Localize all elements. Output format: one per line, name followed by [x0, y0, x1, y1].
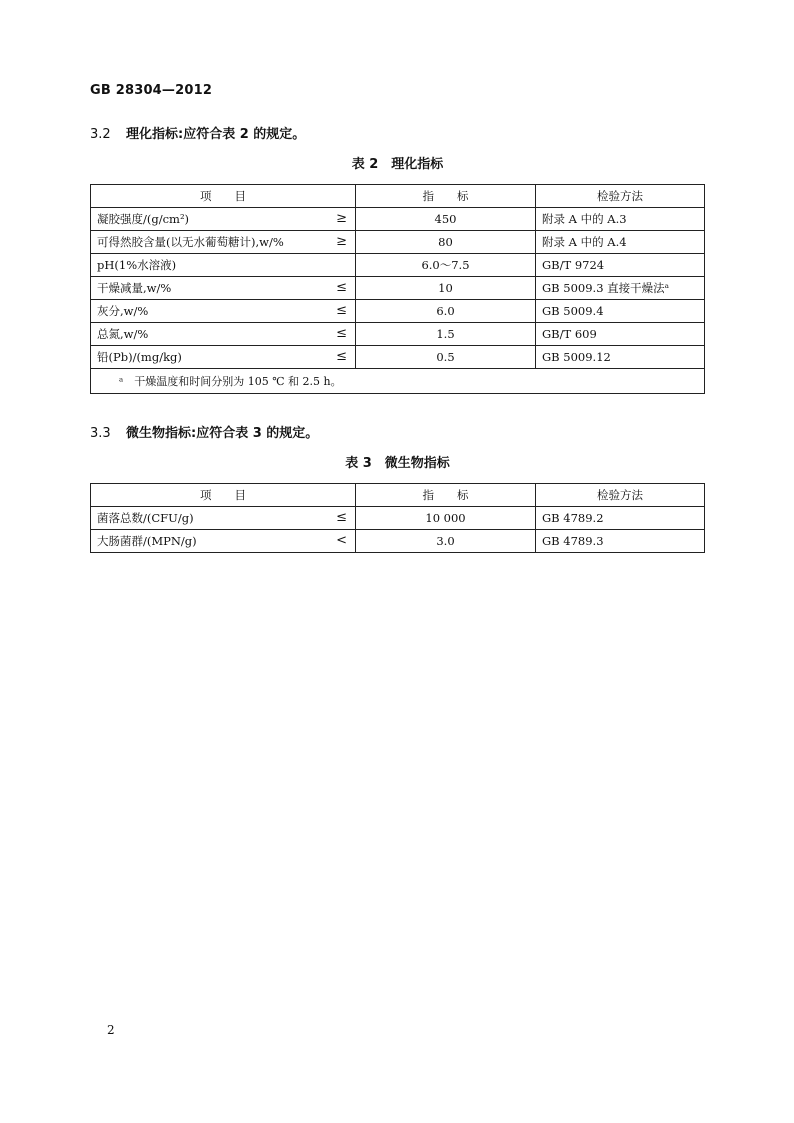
value-cell: 80: [356, 231, 536, 254]
value-cell: 0.5: [356, 346, 536, 369]
item-cell: 菌落总数/(CFU/g) ≤: [91, 507, 356, 530]
item-cell: 凝胶强度/(g/cm²) ≥: [91, 208, 356, 231]
value-cell: 3.0: [356, 530, 536, 553]
value-cell: 450: [356, 208, 536, 231]
header-method: 检验方法: [536, 484, 705, 507]
method-cell: GB 5009.3 直接干燥法ᵃ: [536, 277, 705, 300]
table-row: [91, 254, 705, 277]
table-row: [91, 208, 705, 231]
table-row: [91, 231, 705, 254]
item-cell: 总氮,w/% ≤: [91, 323, 356, 346]
value-cell: 6.0: [356, 300, 536, 323]
header-item: 项 目: [91, 185, 356, 208]
table-footnote-row: [91, 369, 705, 394]
table-row: [91, 346, 705, 369]
section-text: 理化指标:应符合表 2 的规定。: [126, 127, 306, 142]
item-cell: 大肠菌群/(MPN/g) <: [91, 530, 356, 553]
standard-header: GB 28304—2012: [90, 83, 213, 98]
item-cell: 灰分,w/% ≤: [91, 300, 356, 323]
section-number: 3.3: [90, 426, 111, 441]
table-row: [91, 277, 705, 300]
header-item: 项 目: [91, 484, 356, 507]
method-cell: GB 5009.4: [536, 300, 705, 323]
value-cell: 10: [356, 277, 536, 300]
section-number: 3.2: [90, 127, 111, 142]
item-cell: 可得然胶含量(以无水葡萄糖计),w/% ≥: [91, 231, 356, 254]
table3-caption: 表 3 微生物指标: [345, 456, 450, 471]
method-cell: GB 5009.12: [536, 346, 705, 369]
method-cell: GB 4789.3: [536, 530, 705, 553]
table-row: [91, 530, 705, 553]
table-header-row: [91, 484, 705, 507]
item-cell: 干燥减量,w/% ≤: [91, 277, 356, 300]
section-text: 微生物指标:应符合表 3 的规定。: [126, 426, 319, 441]
item-cell: 铅(Pb)/(mg/kg) ≤: [91, 346, 356, 369]
section-3-2: [90, 123, 305, 142]
value-cell: 1.5: [356, 323, 536, 346]
header-value: 指 标: [356, 484, 536, 507]
method-cell: GB/T 609: [536, 323, 705, 346]
method-cell: GB/T 9724: [536, 254, 705, 277]
value-cell: 10 000: [356, 507, 536, 530]
table-row: [91, 507, 705, 530]
table-header-row: [91, 185, 705, 208]
page-number: 2: [107, 1023, 115, 1037]
method-cell: GB 4789.2: [536, 507, 705, 530]
header-method: 检验方法: [536, 185, 705, 208]
table2-caption: 表 2 理化指标: [351, 157, 444, 172]
table-row: [91, 323, 705, 346]
item-cell: pH(1%水溶液): [91, 254, 356, 277]
method-cell: 附录 A 中的 A.3: [536, 208, 705, 231]
table-2: [90, 184, 705, 394]
table-row: [91, 300, 705, 323]
method-cell: 附录 A 中的 A.4: [536, 231, 705, 254]
value-cell: 6.0～7.5: [356, 254, 536, 277]
table-footnote: ᵃ 干燥温度和时间分别为 105 ℃ 和 2.5 h。: [91, 369, 705, 394]
table-3: [90, 483, 705, 553]
header-value: 指 标: [356, 185, 536, 208]
section-3-3: [90, 422, 318, 441]
